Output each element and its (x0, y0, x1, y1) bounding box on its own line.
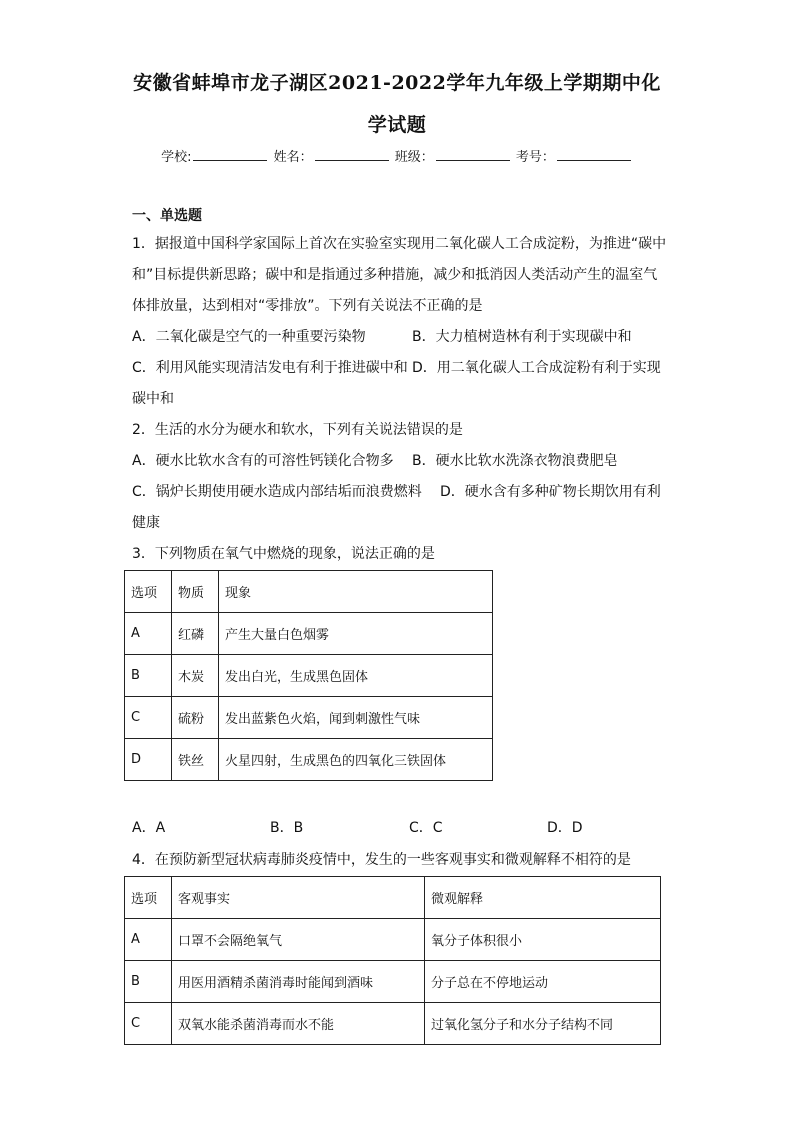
table-header-cell: 选项 (125, 877, 172, 919)
table-cell: D (125, 739, 172, 781)
table-row (125, 961, 661, 1003)
q2-option-b[interactable]: B．硬水比软水洗涤衣物浪费肥皂 (412, 453, 618, 469)
q1-option-b[interactable]: B．大力植树造林有利于实现碳中和 (412, 329, 632, 345)
table-cell: 过氧化氢分子和水分子结构不同 (425, 1003, 661, 1045)
table-row (125, 1003, 661, 1045)
name-label: 姓名： (273, 150, 313, 165)
q1-stem-line3: 体排放量，达到相对“零排放”。下列有关说法不正确的是 (132, 298, 483, 314)
table-cell: 分子总在不停地运动 (425, 961, 661, 1003)
q4-table (124, 876, 661, 1045)
q4-stem: 4．在预防新型冠状病毒肺炎疫情中，发生的一些客观事实和微观解释不相符的是 (132, 852, 631, 868)
q1-option-d-cont: 碳中和 (132, 391, 174, 407)
exam-title-line2: 学试题 (367, 114, 427, 136)
q1-stem-line1: 1．据报道中国科学家国际上首次在实验室实现用二氧化碳人工合成淀粉，为推进“碳中 (132, 236, 667, 252)
table-cell: 硫粉 (172, 697, 219, 739)
q3-option-d[interactable]: D．D (547, 820, 583, 836)
exam-title-line1: 安徽省蚌埠市龙子湖区2021-2022学年九年级上学期期中化 (133, 72, 661, 94)
table-header-row (125, 571, 493, 613)
q1-option-d[interactable]: D．用二氧化碳人工合成淀粉有利于实现 (412, 360, 661, 376)
table-cell: A (125, 919, 172, 961)
table-cell: 用医用酒精杀菌消毒时能闻到酒味 (172, 961, 425, 1003)
table-row (125, 613, 493, 655)
table-cell: 双氧水能杀菌消毒而水不能 (172, 1003, 425, 1045)
table-row (125, 919, 661, 961)
table-header-cell: 选项 (125, 571, 172, 613)
q3-option-b[interactable]: B．B (270, 820, 304, 836)
table-cell: 口罩不会隔绝氧气 (172, 919, 425, 961)
table-header-row (125, 877, 661, 919)
table-cell: 红磷 (172, 613, 219, 655)
q3-option-a[interactable]: A．A (132, 820, 166, 836)
table-cell: 发出白光，生成黑色固体 (219, 655, 493, 697)
name-blank[interactable] (315, 148, 389, 161)
table-cell: C (125, 1003, 172, 1045)
table-header-cell: 客观事实 (172, 877, 425, 919)
table-row (125, 697, 493, 739)
q3-stem: 3．下列物质在氧气中燃烧的现象，说法正确的是 (132, 546, 435, 562)
table-header-cell: 现象 (219, 571, 493, 613)
class-blank[interactable] (436, 148, 510, 161)
q1-option-a[interactable]: A．二氧化碳是空气的一种重要污染物 (132, 329, 366, 345)
class-label: 班级： (394, 150, 434, 165)
table-cell: 氧分子体积很小 (425, 919, 661, 961)
table-header-cell: 微观解释 (425, 877, 661, 919)
exam-no-label: 考号： (515, 150, 555, 165)
table-cell: 木炭 (172, 655, 219, 697)
exam-no-blank[interactable] (557, 148, 631, 161)
table-cell: 发出蓝紫色火焰，闻到刺激性气味 (219, 697, 493, 739)
q2-option-a[interactable]: A．硬水比软水含有的可溶性钙镁化合物多 (132, 453, 394, 469)
table-cell: 火星四射，生成黑色的四氧化三铁固体 (219, 739, 493, 781)
table-cell: C (125, 697, 172, 739)
q2-option-d-cont: 健康 (132, 515, 160, 531)
q2-option-c[interactable]: C．锅炉长期使用硬水造成内部结垢而浪费燃料 (132, 484, 422, 500)
q3-option-c[interactable]: C．C (409, 820, 443, 836)
school-label: 学校: (161, 150, 192, 165)
section-heading: 一、单选题 (132, 208, 202, 224)
table-header-cell: 物质 (172, 571, 219, 613)
table-row (125, 655, 493, 697)
table-cell: 铁丝 (172, 739, 219, 781)
table-cell: B (125, 655, 172, 697)
q1-stem-line2: 和”目标提供新思路；碳中和是指通过多种措施，减少和抵消因人类活动产生的温室气 (132, 267, 658, 283)
table-row (125, 739, 493, 781)
table-cell: B (125, 961, 172, 1003)
table-cell: 产生大量白色烟雾 (219, 613, 493, 655)
q1-option-c[interactable]: C．利用风能实现清洁发电有利于推进碳中和 (132, 360, 408, 376)
q2-stem: 2．生活的水分为硬水和软水，下列有关说法错误的是 (132, 422, 463, 438)
school-blank[interactable] (193, 148, 267, 161)
q3-table (124, 570, 493, 781)
table-cell: A (125, 613, 172, 655)
student-info-row (0, 146, 794, 165)
q2-option-d[interactable]: D．硬水含有多种矿物长期饮用有利 (440, 484, 661, 500)
